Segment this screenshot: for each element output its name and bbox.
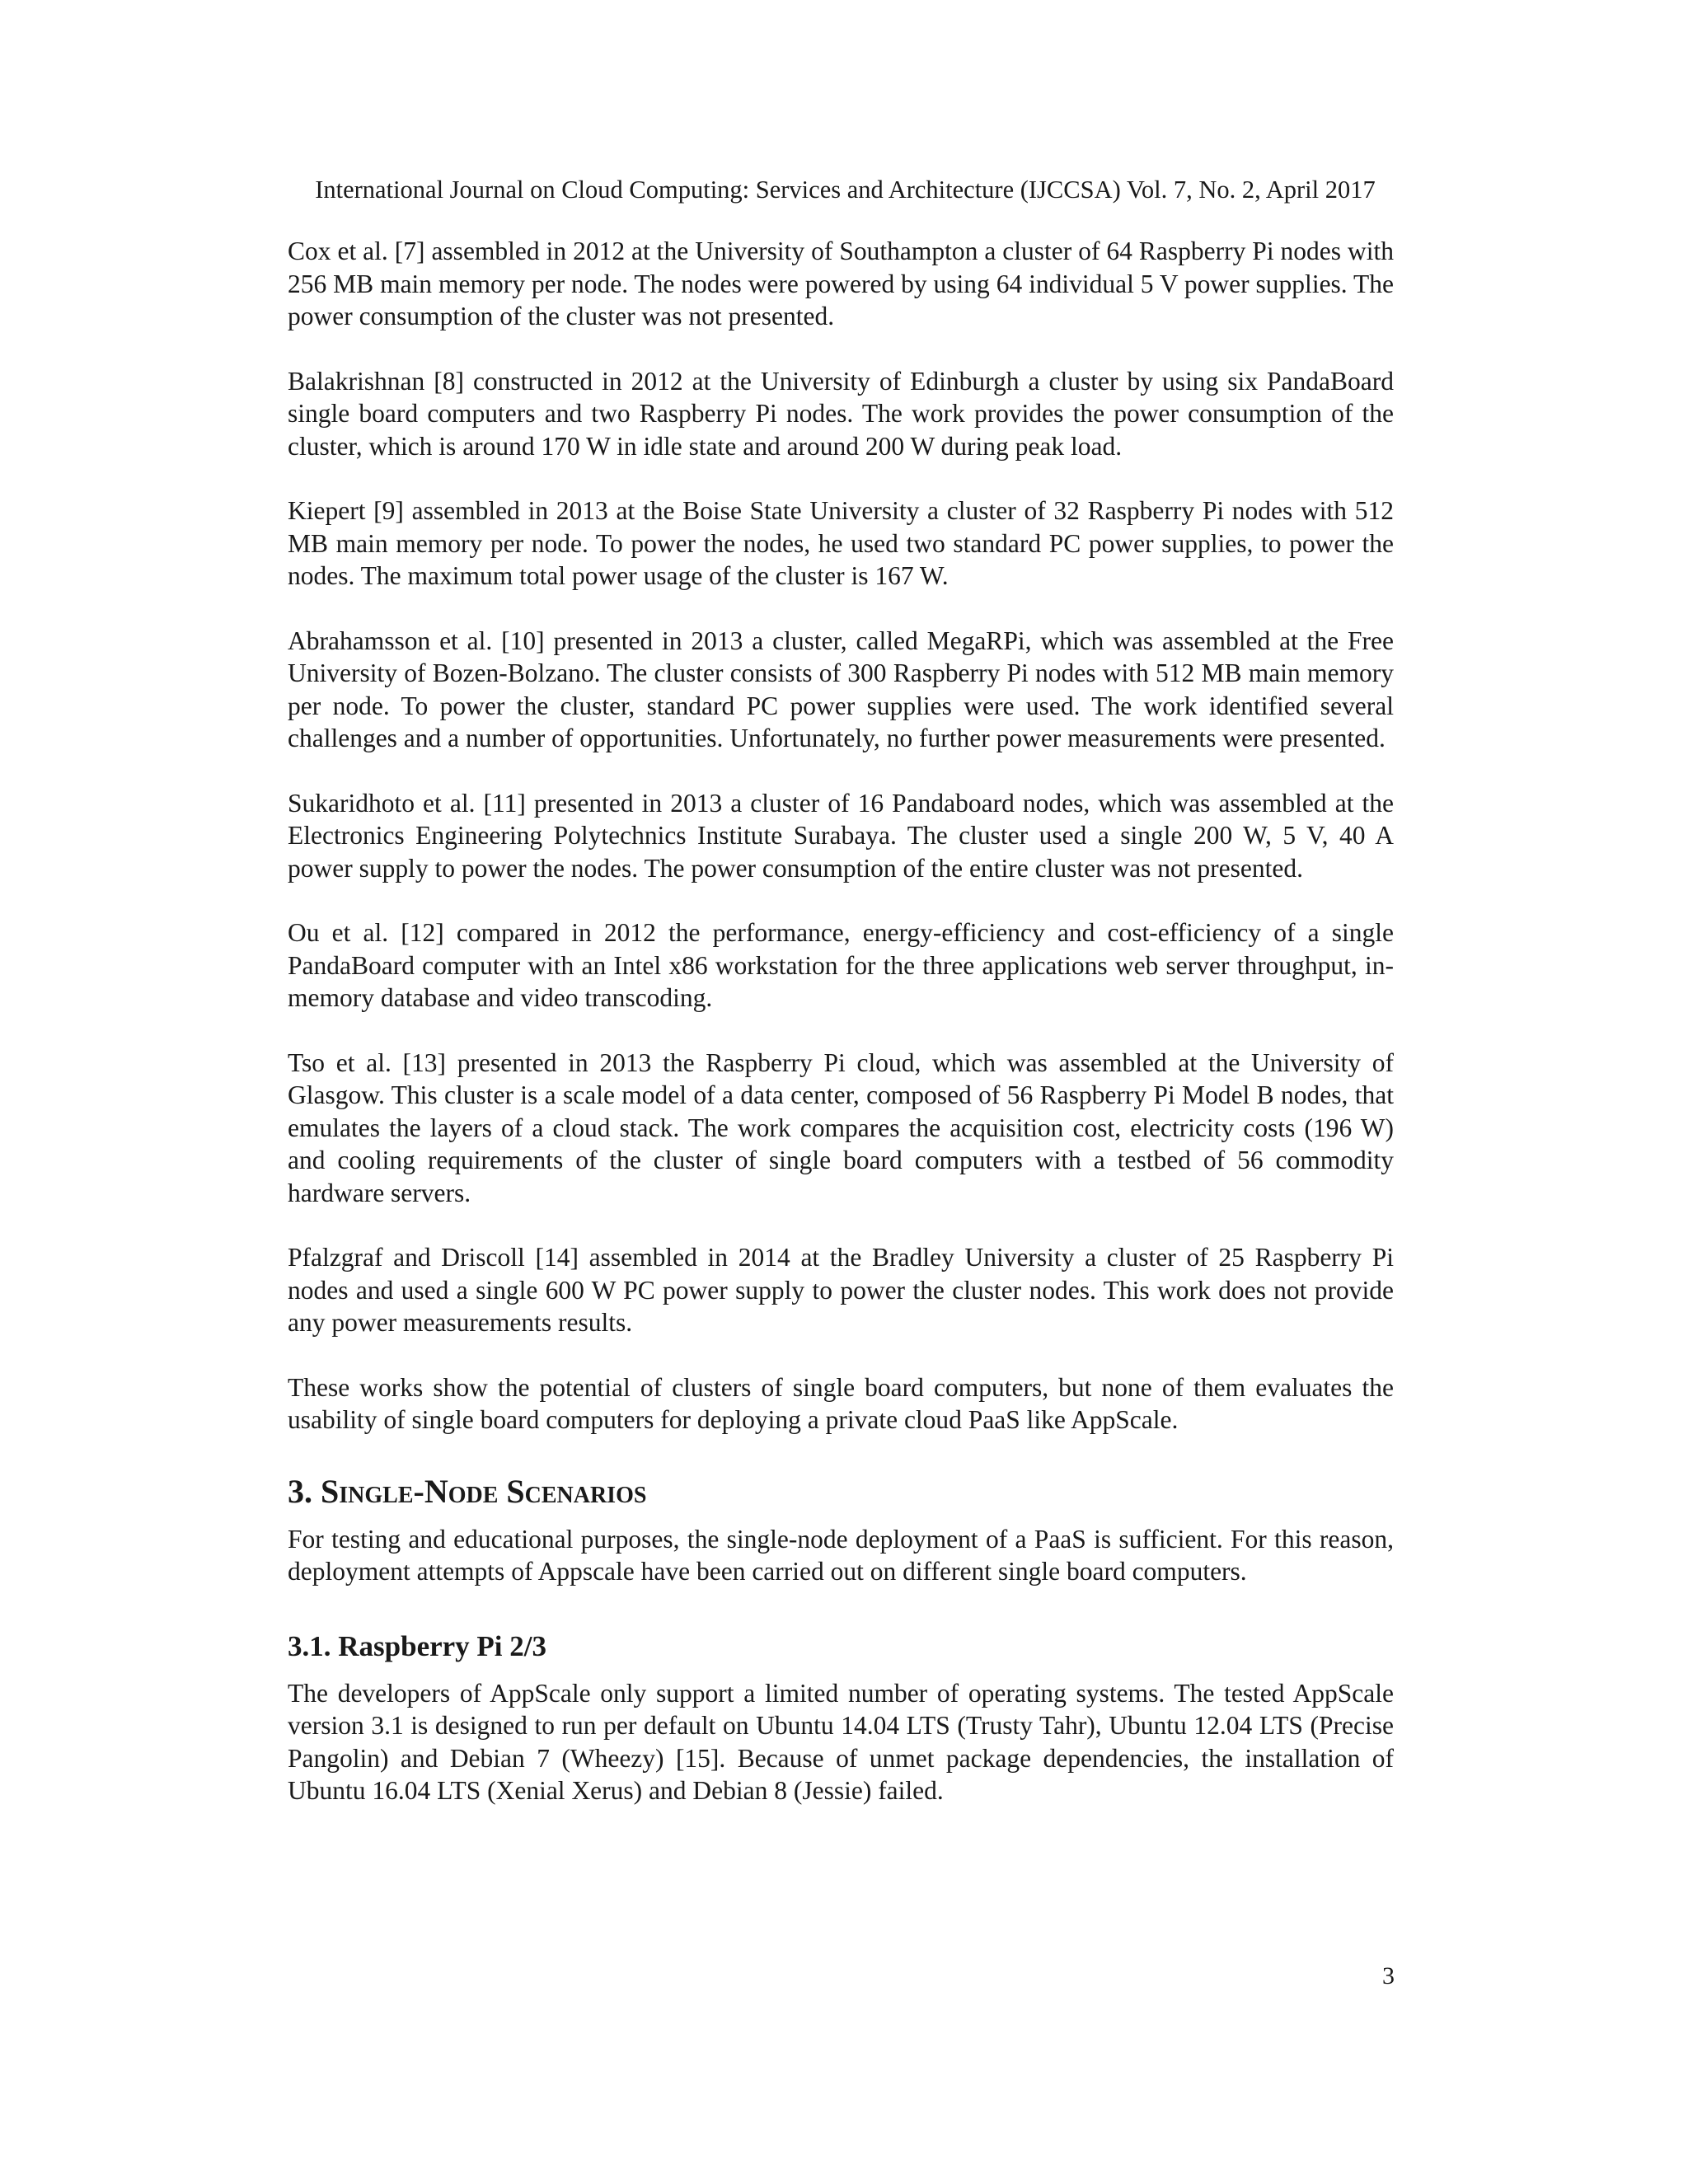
section-3-heading (288, 1474, 1394, 1510)
paragraph-summary: These works show the potential of clusters of single board computers, but none of them evaluates the usability of single board computers for deploying a private cloud PaaS like AppScale. (288, 1372, 1394, 1434)
section-3-title: Single-Node Scenarios (321, 1472, 647, 1510)
paragraph-ou: Ou et al. [12] compared in 2012 the performance, energy-efficiency and cost-efficiency of a single PandaBoard computer with an Intel x86 workstation for the three applications web server throughput, in-memory database and video transcoding. (288, 918, 1394, 1012)
paragraph-tso: Tso et al. [13] presented in 2013 the Raspberry Pi cloud, which was assembled at the University of Glasgow. This cluster is a scale model of a data center, composed of 56 Raspberry Pi Model B nodes, that emulates the layers of a cloud stack. The work compares the acquisition cost, electricity costs (196 W) and cooling requirements of the cluster of single board computers with a testbed of 56 commodity hardware servers. (288, 1047, 1394, 1207)
section-3-1-heading: 3.1. Raspberry Pi 2/3 (288, 1629, 547, 1662)
section-3-number: 3. (288, 1472, 321, 1510)
paragraph-abrahamsson: Abrahamsson et al. [10] presented in 2013 a cluster, called MegaRPi, which was assembled at the Free University of Bozen-Bolzano. The cluster consists of 300 Raspberry Pi nodes with 512 MB main memory per node. To power the cluster, standard PC power supplies were used. The work identified several challenges and a number of opportunities. Unfortunately, no further power measurements were presented. (288, 626, 1394, 752)
paragraph-sukaridhoto: Sukaridhoto et al. [11] presented in 2013 a cluster of 16 Pandaboard nodes, which was assembled at the Electronics Engineering Polytechnics Institute Surabaya. The cluster used a single 200 W, 5 V, 40 A power supply to power the nodes. The power consumption of the entire cluster was not presented. (288, 788, 1394, 883)
paragraph-cox: Cox et al. [7] assembled in 2012 at the University of Southampton a cluster of 64 Raspberry Pi nodes with 256 MB main memory per node. The nodes were powered by using 64 individual 5 V power supplies. The power consumption of the cluster was not presented. (288, 237, 1394, 330)
section-3-1-text: The developers of AppScale only support a limited number of operating systems. The tested AppScale version 3.1 is designed to run per default on Ubuntu 14.04 LTS (Trusty Tahr), Ubuntu 12.04 LTS (Precise Pangolin) and Debian 7 (Wheezy) [15]. Because of unmet package dependencies, the installation of Ubuntu 16.04 LTS (Xenial Xerus) and Debian 8 (Jessie) failed. (288, 1678, 1394, 1805)
main-content (288, 235, 1394, 1807)
page-number: 3 (1382, 1962, 1395, 1990)
paragraph-pfalzgraf: Pfalzgraf and Driscoll [14] assembled in 2014 at the Bradley University a cluster of 25 Raspberry Pi nodes and used a single 600 W PC power supply to power the cluster nodes. This work does not provide any power measurements results. (288, 1243, 1394, 1337)
running-header: International Journal on Cloud Computing: Services and Architecture (IJCCSA) Vol. 7, No. 2, April 2017 (315, 176, 1376, 204)
paragraph-kiepert: Kiepert [9] assembled in 2013 at the Boise State University a cluster of 32 Raspberry Pi nodes with 512 MB main memory per node. To power the nodes, he used two standard PC power supplies, to power the nodes. The maximum total power usage of the cluster is 167 W. (288, 496, 1394, 590)
paragraph-balakrishnan: Balakrishnan [8] constructed in 2012 at the University of Edinburgh a cluster by using six PandaBoard single board computers and two Raspberry Pi nodes. The work provides the power consumption of the cluster, which is around 170 W in idle state and around 200 W during peak load. (288, 366, 1394, 461)
section-3-intro: For testing and educational purposes, the single-node deployment of a PaaS is sufficient. For this reason, deployment attempts of Appscale have been carried out on different single board computers. (288, 1524, 1394, 1586)
